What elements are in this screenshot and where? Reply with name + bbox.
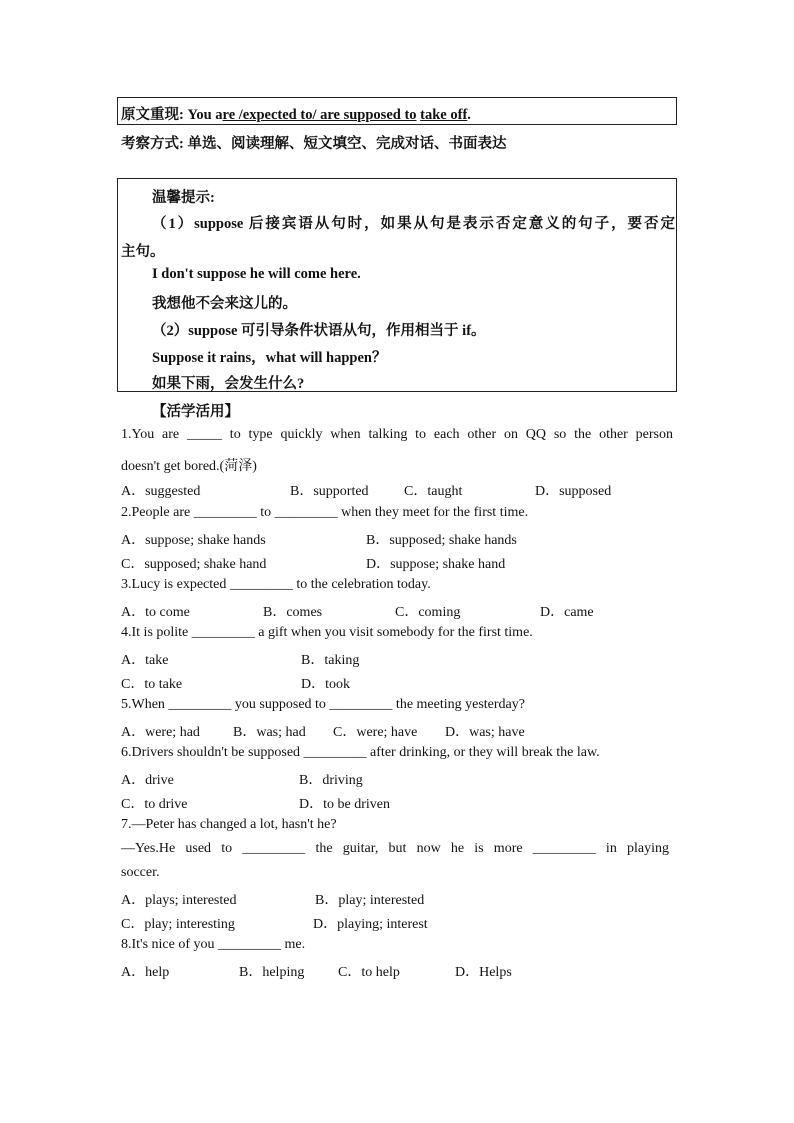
question-6-option-d: D．to be driven xyxy=(299,797,390,812)
question-5-option-c: C．were; have xyxy=(333,725,418,740)
question-4-option-d: D．took xyxy=(301,677,350,692)
question-1-option-d: D．supposed xyxy=(535,484,612,499)
question-6-option-b: B．driving xyxy=(299,773,363,788)
question-3-option-b: B．comes xyxy=(263,605,323,620)
original-text-you: You a xyxy=(187,107,223,123)
question-7-option-a: A．plays; interested xyxy=(121,893,237,908)
question-5-option-a: A．were; had xyxy=(121,725,200,740)
question-8-stem: 8.It's nice of you _________ me. xyxy=(121,937,306,952)
question-3-option-c: C．coming xyxy=(395,605,461,620)
question-8-option-a: A．help xyxy=(121,965,170,980)
question-7-option-d: D．playing; interest xyxy=(313,917,428,932)
question-2-stem: 2.People are _________ to _________ when they meet for the first time. xyxy=(121,505,529,520)
question-8-option-d: D．Helps xyxy=(455,965,512,980)
tips-example-2-en: Suppose it rains，what will happen？ xyxy=(152,350,387,366)
question-8-option-c: C．to help xyxy=(338,965,400,980)
tips-title: 温馨提示: xyxy=(152,190,215,206)
tips-example-1-zh: 我想他不会来这儿的。 xyxy=(152,296,297,312)
question-1-option-b: B．supported xyxy=(290,484,369,499)
question-8-option-b: B．helping xyxy=(239,965,305,980)
tips-point-1-line-2: 主句。 xyxy=(121,244,165,260)
question-2-option-a: A．suppose; shake hands xyxy=(121,533,266,548)
question-1-option-c: C．taught xyxy=(404,484,463,499)
question-5-stem: 5.When _________ you supposed to _________ the meeting yesterday? xyxy=(121,697,525,712)
question-4-stem: 4.It is polite _________ a gift when you visit somebody for the first time. xyxy=(121,625,533,640)
exam-forms: 考察方式: 单选、阅读理解、短文填空、完成对话、书面表达 xyxy=(121,136,507,152)
question-5-option-b: B．was; had xyxy=(233,725,306,740)
question-4-option-b: B．taking xyxy=(301,653,360,668)
question-2-option-d: D．suppose; shake hand xyxy=(366,557,506,572)
question-7-option-c: C．play; interesting xyxy=(121,917,235,932)
question-7-option-b: B．play; interested xyxy=(315,893,425,908)
question-4-option-c: C．to take xyxy=(121,677,183,692)
tips-example-2-zh: 如果下雨，会发生什么? xyxy=(152,376,305,392)
question-3-stem: 3.Lucy is expected _________ to the celebration today. xyxy=(121,577,431,592)
question-7-stem-line-3: soccer. xyxy=(121,865,160,880)
question-1-option-a: A．suggested xyxy=(121,484,201,499)
original-text-expected: re /expected to/ are supposed to xyxy=(222,107,417,123)
period: . xyxy=(467,107,471,123)
question-6-stem: 6.Drivers shouldn't be supposed _________ after drinking, or they will break the law. xyxy=(121,745,600,760)
question-3-option-a: A．to come xyxy=(121,605,190,620)
question-3-option-d: D．came xyxy=(540,605,594,620)
question-5-option-d: D．was; have xyxy=(445,725,525,740)
practice-title: 【活学活用】 xyxy=(152,404,239,420)
question-7-stem-line-2: —Yes.He used to _________ the guitar, but now he is more _________ in playing xyxy=(121,841,669,856)
question-2-option-c: C．supposed; shake hand xyxy=(121,557,267,572)
question-1-stem-line-2: doesn't get bored.(菏泽) xyxy=(121,459,257,474)
original-text-take-off: take off xyxy=(420,107,468,123)
question-2-option-b: B．supposed; shake hands xyxy=(366,533,517,548)
tips-example-1-en: I don't suppose he will come here. xyxy=(152,266,361,282)
tips-point-2: （2）suppose 可引导条件状语从句，作用相当于 if。 xyxy=(152,323,486,339)
question-6-option-a: A．drive xyxy=(121,773,174,788)
question-6-option-c: C．to drive xyxy=(121,797,188,812)
original-text-line xyxy=(121,103,471,124)
tips-point-1-line-1: （1）suppose 后接宾语从句时，如果从句是表示否定意义的句子，要否定 xyxy=(152,216,675,232)
original-text-label: 原文重现: xyxy=(121,107,184,123)
question-4-option-a: A．take xyxy=(121,653,169,668)
question-7-stem-line-1: 7.—Peter has changed a lot, hasn't he? xyxy=(121,817,337,832)
question-1-stem-line-1: 1.You are _____ to type quickly when talking to each other on QQ so the other person xyxy=(121,427,673,442)
